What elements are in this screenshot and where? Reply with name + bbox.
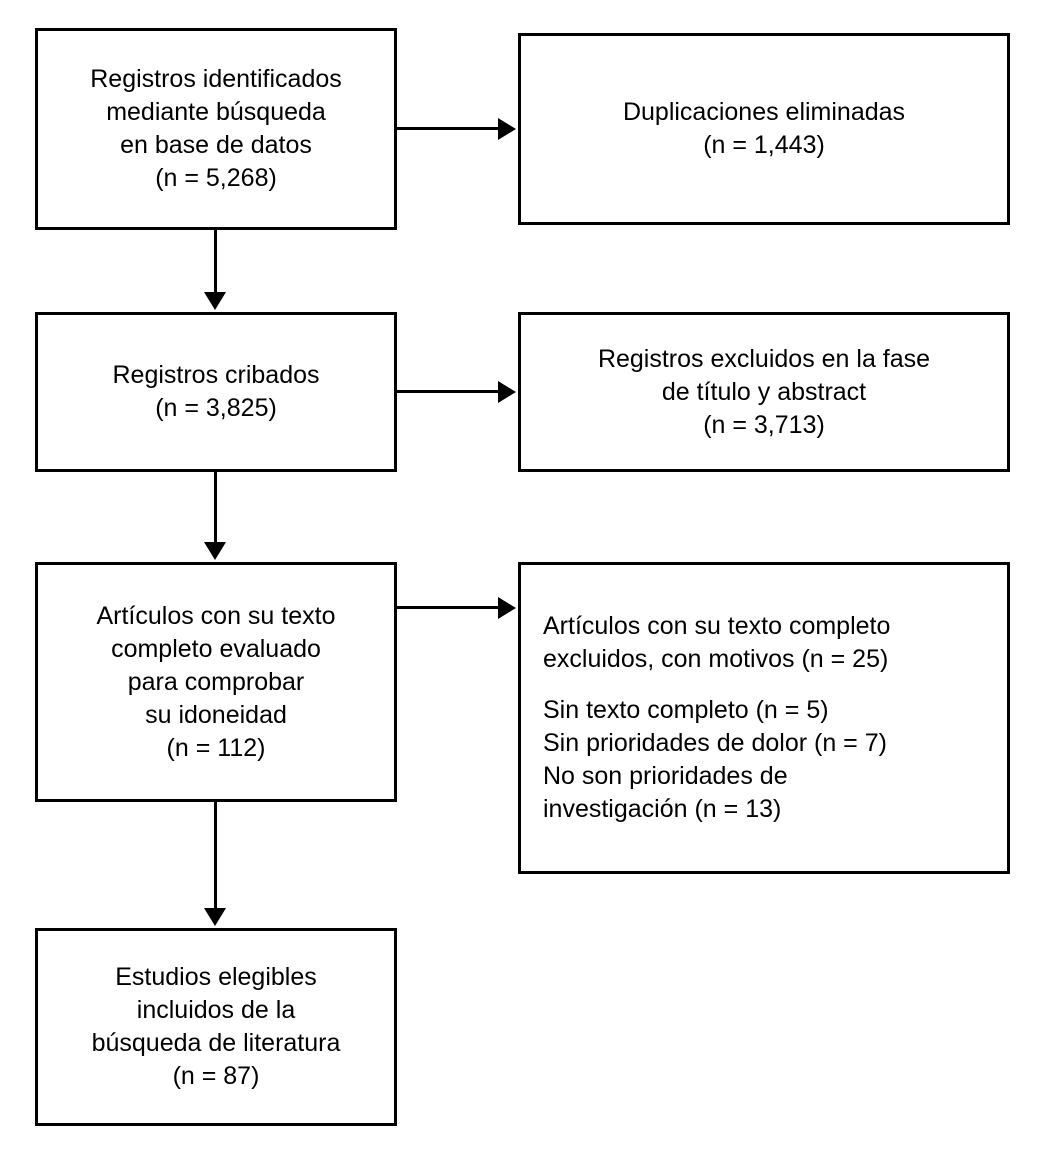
box-studies-included-line-1: Estudios elegibles: [115, 963, 317, 991]
arrowhead-down-icon: [204, 542, 226, 560]
box-studies-included-line-3: búsqueda de literatura: [91, 1029, 341, 1057]
box-records-excluded-title-abstract: [518, 312, 1010, 472]
box-records-excluded-title-abstract-line-2: de título y abstract: [661, 377, 867, 406]
connector-identified-to-duplicates: [397, 127, 500, 130]
box-records-screened-count: (n = 3,825): [155, 394, 277, 422]
box-fulltext-excluded-line-2: excluidos, con motivos (n = 25): [543, 645, 889, 673]
box-fulltext-excluded-line-1: Artículos con su texto completo: [543, 612, 891, 640]
box-records-identified-line-2: mediante búsqueda: [106, 98, 326, 126]
box-fulltext-excluded-reason-3a: No son prioridades de: [543, 762, 788, 790]
box-fulltext-excluded-spacer: [543, 676, 997, 694]
connector-identified-to-screened: [214, 230, 217, 294]
box-records-screened-line-1: Registros cribados: [112, 361, 320, 389]
box-fulltext-assessed-count: (n = 112): [166, 733, 266, 762]
connector-fulltext-to-included: [214, 802, 217, 910]
connector-screened-to-fulltext: [214, 472, 217, 544]
arrowhead-right-icon: [498, 118, 516, 140]
connector-fulltext-to-fulltext-excluded: [397, 606, 500, 609]
box-studies-included-line-2: incluidos de la: [136, 996, 296, 1024]
box-records-excluded-title-abstract-count: (n = 3,713): [703, 410, 825, 439]
box-fulltext-assessed-line-3: para comprobar: [127, 667, 305, 696]
box-records-identified-line-3: en base de datos: [120, 131, 312, 159]
box-fulltext-excluded-reason-3b: investigación (n = 13): [543, 795, 782, 823]
arrowhead-right-icon: [498, 381, 516, 403]
arrowhead-down-icon: [204, 908, 226, 926]
box-fulltext-assessed-line-2: completo evaluado: [111, 634, 321, 663]
box-studies-included-count: (n = 87): [172, 1062, 260, 1090]
box-duplicates-removed-line-1: Duplicaciones eliminadas: [622, 98, 906, 126]
connector-screened-to-excluded-title-abstract: [397, 390, 500, 393]
box-records-screened: [35, 312, 397, 472]
box-records-identified: [35, 28, 397, 230]
arrowhead-down-icon: [204, 292, 226, 310]
box-duplicates-removed: [518, 33, 1010, 225]
box-records-excluded-title-abstract-line-1: Registros excluidos en la fase: [597, 344, 931, 373]
box-studies-included: [35, 928, 397, 1126]
arrowhead-right-icon: [498, 597, 516, 619]
box-records-identified-count: (n = 5,268): [155, 164, 277, 192]
box-records-identified-line-1: Registros identificados: [90, 65, 342, 93]
box-fulltext-assessed: [35, 562, 397, 802]
box-fulltext-excluded: [518, 562, 1010, 874]
box-fulltext-excluded-reason-1: Sin texto completo (n = 5): [543, 696, 829, 724]
box-fulltext-excluded-reason-2: Sin prioridades de dolor (n = 7): [543, 729, 887, 757]
box-duplicates-removed-count: (n = 1,443): [703, 131, 825, 159]
box-fulltext-assessed-line-1: Artículos con su texto: [96, 601, 336, 630]
box-fulltext-assessed-line-4: su idoneidad: [145, 700, 287, 729]
